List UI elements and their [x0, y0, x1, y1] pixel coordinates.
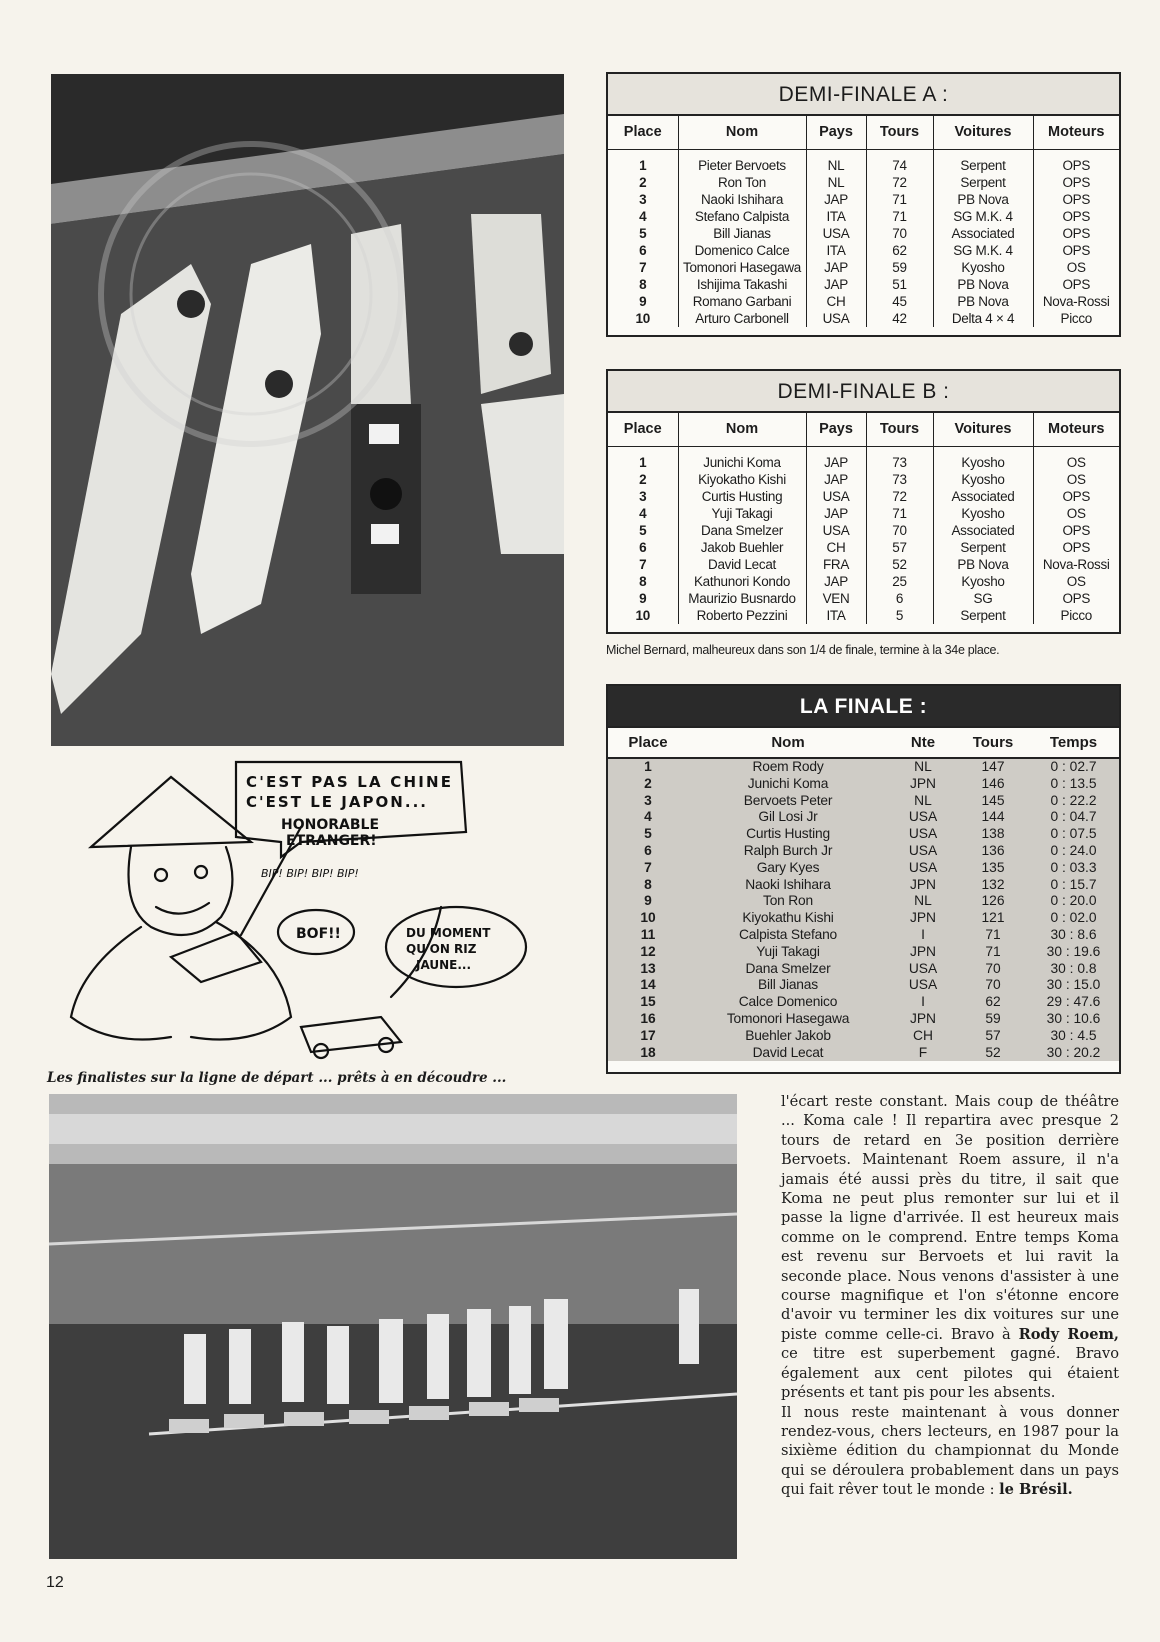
table-cell: JAP	[806, 471, 866, 488]
table-cell: Junichi Koma	[747, 775, 829, 791]
article-paragraph: Il nous reste maintenant à vous donner rendez-vous, chers lecteurs, en 1987 pour la sixième édition du championnat du Monde qui se déroulera probablement dans un pays qui fait rêver tout le monde : le Brésil.	[781, 1403, 1119, 1499]
note-michel-bernard: Michel Bernard, malheureux dans son 1/4 de finale, termine à la 34e place.	[606, 643, 1000, 657]
table-cell: 8	[608, 276, 678, 293]
table-cell: JPN	[909, 943, 937, 959]
table-cell: USA	[908, 826, 938, 842]
table-cell: Junichi Koma	[678, 454, 806, 471]
table-cell: Dana Smelzer	[745, 960, 831, 976]
table-cell: Curtis Husting	[678, 488, 806, 505]
table-cell: David Lecat	[752, 1044, 824, 1060]
table-cell: JPN	[909, 910, 937, 926]
table-cell: 146	[981, 775, 1005, 791]
table-cell: SG	[933, 590, 1033, 607]
table-cell: SG M.K. 4	[933, 208, 1033, 225]
semi-final-b-title: DEMI-FINALE B :	[608, 371, 1119, 413]
table-cell: Romano Garbani	[678, 293, 806, 310]
table-cell: Gil Losi Jr	[758, 809, 818, 825]
table-cell: 71	[866, 505, 933, 522]
table-cell: OS	[1033, 471, 1119, 488]
table-cell: David Lecat	[678, 556, 806, 573]
table-cell: 9	[644, 893, 652, 909]
table-cell: Stefano Calpista	[678, 208, 806, 225]
table-cell: 71	[866, 208, 933, 225]
table-cell: CH	[806, 293, 866, 310]
table-cell: Kyosho	[933, 259, 1033, 276]
svg-text:BOF!!: BOF!!	[296, 926, 341, 942]
table-row	[608, 877, 1119, 894]
table-cell: Calce Domenico	[738, 994, 838, 1010]
table-cell: Yuji Takagi	[756, 943, 820, 959]
table-cell: Kyosho	[933, 454, 1033, 471]
table-cell: OPS	[1033, 522, 1119, 539]
table-row	[608, 590, 1119, 607]
svg-text:DU MOMENT: DU MOMENT	[406, 926, 491, 940]
table-cell: 70	[985, 977, 1001, 993]
col-header: Place	[608, 413, 678, 446]
table-row	[608, 522, 1119, 539]
table-cell: Delta 4 × 4	[933, 310, 1033, 327]
table-cell: OPS	[1033, 590, 1119, 607]
svg-text:JAUNE...: JAUNE...	[416, 958, 472, 972]
col-header: Voitures	[933, 116, 1033, 149]
table-cell: 15	[640, 994, 656, 1010]
table-row	[608, 310, 1119, 327]
final-title: LA FINALE :	[608, 686, 1119, 728]
highlight-place: le Brésil.	[999, 1481, 1073, 1499]
table-cell: OPS	[1033, 488, 1119, 505]
table-cell: OPS	[1033, 191, 1119, 208]
svg-text:HONORABLE: HONORABLE	[281, 817, 380, 833]
table-cell: 71	[985, 926, 1001, 942]
table-cell: ITA	[806, 607, 866, 624]
table-cell: PB Nova	[933, 293, 1033, 310]
semi-final-b-table	[606, 369, 1121, 634]
table-cell: 0 : 15.7	[1050, 876, 1097, 892]
table-cell: OPS	[1033, 157, 1119, 174]
table-cell: ITA	[806, 208, 866, 225]
table-row	[608, 505, 1119, 522]
table-cell: PB Nova	[933, 276, 1033, 293]
table-cell: Domenico Calce	[678, 242, 806, 259]
table-row	[608, 225, 1119, 242]
table-cell: 52	[866, 556, 933, 573]
table-cell: SG M.K. 4	[933, 242, 1033, 259]
table-cell: NL	[914, 893, 932, 909]
table-cell: 25	[866, 573, 933, 590]
table-cell: Picco	[1033, 607, 1119, 624]
table-cell: FRA	[806, 556, 866, 573]
table-row	[608, 910, 1119, 927]
table-row	[608, 977, 1119, 994]
table-cell: OS	[1033, 573, 1119, 590]
table-cell: USA	[908, 859, 938, 875]
table-cell: 4	[608, 505, 678, 522]
table-cell: VEN	[806, 590, 866, 607]
table-cell: 0 : 04.7	[1050, 809, 1097, 825]
table-cell: 0 : 02.7	[1050, 759, 1097, 774]
article-paragraph: l'écart reste constant. Mais coup de théâtre ... Koma cale ! Il repartira avec presque 2 tours de retard en 3e position derrière Bervoets. Maintenant Roem assure, il n'a jamais été aussi près du titre, il sait que Koma ne peut plus remonter sur lui et il passe la ligne d'arrivée. Il est heureux mais comme on le comprend. Entre temps Koma est revenu sur Bervoets et lui ravit la seconde place. Nous venons d'assister à une course magnifique et l'on s'étonne encore d'avoir vu terminer les dix voitures sur une piste comme celle-ci. Bravo à Rody Roem, ce titre est superbement gagné. Bravo également aux cent pilotes qui étaient présents et tant pis pour les absents.	[781, 1093, 1120, 1402]
table-cell: Roem Rody	[752, 759, 824, 774]
table-cell: Curtis Husting	[746, 826, 830, 842]
cartoon-bubble1-text: C'EST PAS LA CHINE	[246, 773, 451, 791]
table-cell: 1	[644, 759, 652, 774]
table-row	[608, 994, 1119, 1011]
col-header: Pays	[806, 116, 866, 149]
table-cell: 3	[644, 792, 652, 808]
table-cell: Kiyokathu Kishi	[742, 910, 834, 926]
table-cell: USA	[806, 310, 866, 327]
table-cell: 136	[981, 842, 1005, 858]
svg-text:QU'ON RIZ: QU'ON RIZ	[406, 942, 477, 956]
table-cell: OS	[1033, 259, 1119, 276]
table-cell: PB Nova	[933, 191, 1033, 208]
table-row	[608, 893, 1119, 910]
table-cell: 9	[608, 590, 678, 607]
table-cell: 70	[866, 225, 933, 242]
table-cell: CH	[913, 1027, 933, 1043]
table-cell: 2	[608, 471, 678, 488]
table-cell: Tomonori Hasegawa	[726, 1010, 850, 1026]
table-row	[608, 809, 1119, 826]
table-cell: 71	[985, 943, 1001, 959]
table-cell: 18	[640, 1044, 656, 1060]
col-header: Nom	[678, 413, 806, 446]
table-cell: OS	[1033, 454, 1119, 471]
table-cell: I	[921, 994, 925, 1010]
table-cell: 74	[866, 157, 933, 174]
table-cell: 70	[985, 960, 1001, 976]
table-cell: OPS	[1033, 242, 1119, 259]
table-cell: 62	[866, 242, 933, 259]
table-cell: Yuji Takagi	[678, 505, 806, 522]
table-row	[608, 826, 1119, 843]
table-cell: Tomonori Hasegawa	[678, 259, 806, 276]
table-cell: 145	[981, 792, 1005, 808]
table-cell: 138	[981, 826, 1005, 842]
table-cell: JAP	[806, 191, 866, 208]
table-row	[608, 208, 1119, 225]
table-cell: 10	[608, 607, 678, 624]
table-cell: 126	[981, 893, 1005, 909]
table-cell: 147	[981, 759, 1005, 774]
photo-start-line	[49, 1094, 737, 1559]
table-cell: Pieter Bervoets	[678, 157, 806, 174]
table-cell: 72	[866, 488, 933, 505]
table-cell: Nova-Rossi	[1033, 556, 1119, 573]
col-header: Pays	[806, 413, 866, 446]
table-cell: 5	[608, 522, 678, 539]
col-header: Tours	[866, 413, 933, 446]
col-header: Moteurs	[1033, 116, 1119, 149]
table-cell: USA	[806, 522, 866, 539]
table-cell: 0 : 24.0	[1050, 842, 1097, 858]
table-cell: OPS	[1033, 174, 1119, 191]
table-cell: 7	[608, 259, 678, 276]
table-cell: OPS	[1033, 225, 1119, 242]
table-cell: 30 : 4.5	[1050, 1027, 1097, 1043]
table-cell: NL	[914, 792, 932, 808]
table-cell: 2	[608, 174, 678, 191]
table-cell: 5	[866, 607, 933, 624]
table-cell: 73	[866, 471, 933, 488]
table-cell: Kiyokatho Kishi	[678, 471, 806, 488]
table-row	[608, 1045, 1119, 1062]
photo-cars-lineup	[51, 74, 564, 746]
table-row	[608, 1028, 1119, 1045]
table-cell: 8	[608, 573, 678, 590]
semi-final-a-table	[606, 72, 1121, 337]
table-row	[608, 573, 1119, 590]
col-header: Temps	[1028, 728, 1119, 758]
table-cell: 30 : 20.2	[1046, 1044, 1101, 1060]
table-cell: Arturo Carbonell	[678, 310, 806, 327]
table-row	[608, 843, 1119, 860]
table-cell: 6	[608, 242, 678, 259]
table-cell: 144	[981, 809, 1005, 825]
table-cell: Bill Jianas	[758, 977, 818, 993]
table-cell: Kyosho	[933, 573, 1033, 590]
table-cell: 30 : 19.6	[1046, 943, 1101, 959]
table-cell: NL	[806, 174, 866, 191]
table-cell: Naoki Ishihara	[678, 191, 806, 208]
table-cell: USA	[806, 488, 866, 505]
table-cell: Ishijima Takashi	[678, 276, 806, 293]
table-cell: JAP	[806, 573, 866, 590]
cartoon-illustration	[51, 757, 564, 1067]
table-cell: 2	[644, 775, 652, 791]
table-cell: ITA	[806, 242, 866, 259]
table-cell: Kathunori Kondo	[678, 573, 806, 590]
table-cell: Serpent	[933, 539, 1033, 556]
table-row	[608, 293, 1119, 310]
table-cell: 0 : 20.0	[1050, 893, 1097, 909]
table-cell: 3	[608, 191, 678, 208]
table-row	[608, 1011, 1119, 1028]
table-row	[608, 758, 1119, 776]
table-cell: JAP	[806, 505, 866, 522]
col-header: Moteurs	[1033, 413, 1119, 446]
table-cell: 6	[866, 590, 933, 607]
col-header: Place	[608, 728, 688, 758]
article-text	[781, 1092, 1119, 1500]
table-cell: Bervoets Peter	[743, 792, 833, 808]
table-cell: USA	[806, 225, 866, 242]
table-cell: Ton Ron	[763, 893, 813, 909]
table-cell: Serpent	[933, 174, 1033, 191]
table-cell: 57	[985, 1027, 1001, 1043]
table-cell: OPS	[1033, 208, 1119, 225]
table-cell: 3	[608, 488, 678, 505]
table-cell: 10	[608, 310, 678, 327]
table-cell: 59	[866, 259, 933, 276]
table-cell: USA	[908, 842, 938, 858]
photo-caption: Les finalistes sur la ligne de départ ... prêts à en découdre ...	[47, 1070, 507, 1086]
table-cell: 70	[866, 522, 933, 539]
table-cell: I	[921, 926, 925, 942]
table-row	[608, 471, 1119, 488]
table-cell: 7	[608, 556, 678, 573]
table-cell: Gary Kyes	[756, 859, 820, 875]
col-header: Tours	[958, 728, 1028, 758]
table-cell: Dana Smelzer	[678, 522, 806, 539]
table-cell: Kyosho	[933, 505, 1033, 522]
table-cell: USA	[908, 809, 938, 825]
table-cell: JAP	[806, 454, 866, 471]
col-header: Nte	[888, 728, 958, 758]
table-cell: JAP	[806, 259, 866, 276]
table-cell: OS	[1033, 505, 1119, 522]
table-cell: Associated	[933, 488, 1033, 505]
table-cell: 7	[644, 859, 652, 875]
highlight-name: Rody Roem,	[1018, 1325, 1120, 1343]
table-row	[608, 157, 1119, 174]
table-cell: 9	[608, 293, 678, 310]
col-header: Place	[608, 116, 678, 149]
table-cell: Naoki Ishihara	[745, 876, 831, 892]
table-cell: 8	[644, 876, 652, 892]
col-header: Nom	[688, 728, 888, 758]
col-header: Tours	[866, 116, 933, 149]
table-cell: JAP	[806, 276, 866, 293]
table-cell: 121	[981, 910, 1005, 926]
table-cell: 29 : 47.6	[1046, 994, 1101, 1010]
table-cell: Nova-Rossi	[1033, 293, 1119, 310]
table-cell: JPN	[909, 1010, 937, 1026]
table-cell: 0 : 07.5	[1050, 826, 1097, 842]
table-cell: 0 : 22.2	[1050, 792, 1097, 808]
table-row	[608, 556, 1119, 573]
col-header: Voitures	[933, 413, 1033, 446]
table-cell: 11	[640, 926, 656, 942]
table-cell: NL	[914, 759, 932, 774]
table-cell: Associated	[933, 522, 1033, 539]
table-cell: Jakob Buehler	[678, 539, 806, 556]
table-cell: OPS	[1033, 276, 1119, 293]
table-cell: 4	[608, 208, 678, 225]
table-row	[608, 276, 1119, 293]
table-cell: 71	[866, 191, 933, 208]
table-row	[608, 927, 1119, 944]
table-row	[608, 776, 1119, 793]
table-cell: 17	[640, 1027, 656, 1043]
table-cell: 5	[608, 225, 678, 242]
table-row	[608, 944, 1119, 961]
table-row	[608, 607, 1119, 624]
table-cell: Roberto Pezzini	[678, 607, 806, 624]
table-cell: Kyosho	[933, 471, 1033, 488]
table-cell: 1	[608, 157, 678, 174]
table-cell: 1	[608, 454, 678, 471]
table-row	[608, 259, 1119, 276]
table-cell: 59	[985, 1010, 1001, 1026]
table-cell: 52	[985, 1044, 1001, 1060]
table-cell: JPN	[909, 876, 937, 892]
table-cell: NL	[806, 157, 866, 174]
table-cell: 4	[644, 809, 652, 825]
table-cell: 16	[640, 1010, 656, 1026]
table-cell: Buehler Jakob	[745, 1027, 831, 1043]
table-row	[608, 242, 1119, 259]
table-cell: Serpent	[933, 157, 1033, 174]
table-row	[608, 454, 1119, 471]
page-number: 12	[46, 1574, 64, 1591]
table-row	[608, 539, 1119, 556]
table-cell: 51	[866, 276, 933, 293]
table-cell: Associated	[933, 225, 1033, 242]
table-cell: Ron Ton	[678, 174, 806, 191]
table-cell: 73	[866, 454, 933, 471]
table-row	[608, 488, 1119, 505]
table-cell: 72	[866, 174, 933, 191]
col-header: Nom	[678, 116, 806, 149]
table-cell: 30 : 0.8	[1050, 960, 1097, 976]
table-cell: OPS	[1033, 539, 1119, 556]
table-cell: 5	[644, 826, 652, 842]
table-cell: PB Nova	[933, 556, 1033, 573]
table-row	[608, 860, 1119, 877]
table-cell: 45	[866, 293, 933, 310]
table-cell: 6	[608, 539, 678, 556]
semi-final-a-title: DEMI-FINALE A :	[608, 74, 1119, 116]
final-table	[606, 684, 1121, 1074]
table-cell: 10	[640, 910, 656, 926]
table-cell: 135	[981, 859, 1005, 875]
table-row	[608, 191, 1119, 208]
svg-text:ETRANGER!: ETRANGER!	[286, 833, 377, 849]
table-cell: 0 : 02.0	[1050, 910, 1097, 926]
table-cell: Calpista Stefano	[738, 926, 838, 942]
table-cell: 13	[640, 960, 656, 976]
table-cell: 42	[866, 310, 933, 327]
table-cell: 30 : 15.0	[1046, 977, 1101, 993]
table-row	[608, 793, 1119, 810]
table-row	[608, 961, 1119, 978]
table-cell: 30 : 10.6	[1046, 1010, 1101, 1026]
table-cell: 0 : 13.5	[1050, 775, 1097, 791]
table-cell: 132	[981, 876, 1005, 892]
table-cell: 30 : 8.6	[1050, 926, 1097, 942]
table-cell: 57	[866, 539, 933, 556]
table-cell: 6	[644, 842, 652, 858]
table-cell: Bill Jianas	[678, 225, 806, 242]
table-cell: F	[918, 1044, 928, 1060]
table-cell: Maurizio Busnardo	[678, 590, 806, 607]
table-cell: USA	[908, 977, 938, 993]
table-cell: USA	[908, 960, 938, 976]
table-cell: Serpent	[933, 607, 1033, 624]
table-cell: Picco	[1033, 310, 1119, 327]
svg-text:C'EST LE JAPON...: C'EST LE JAPON...	[246, 793, 426, 811]
table-cell: 62	[985, 994, 1001, 1010]
table-cell: Ralph Burch Jr	[743, 842, 833, 858]
table-cell: CH	[806, 539, 866, 556]
table-cell: 14	[640, 977, 656, 993]
svg-text:BIP! BIP! BIP! BIP!: BIP! BIP! BIP! BIP!	[261, 867, 359, 880]
table-cell: 0 : 03.3	[1050, 859, 1097, 875]
table-cell: 12	[640, 943, 656, 959]
table-row	[608, 174, 1119, 191]
table-cell: JPN	[909, 775, 937, 791]
